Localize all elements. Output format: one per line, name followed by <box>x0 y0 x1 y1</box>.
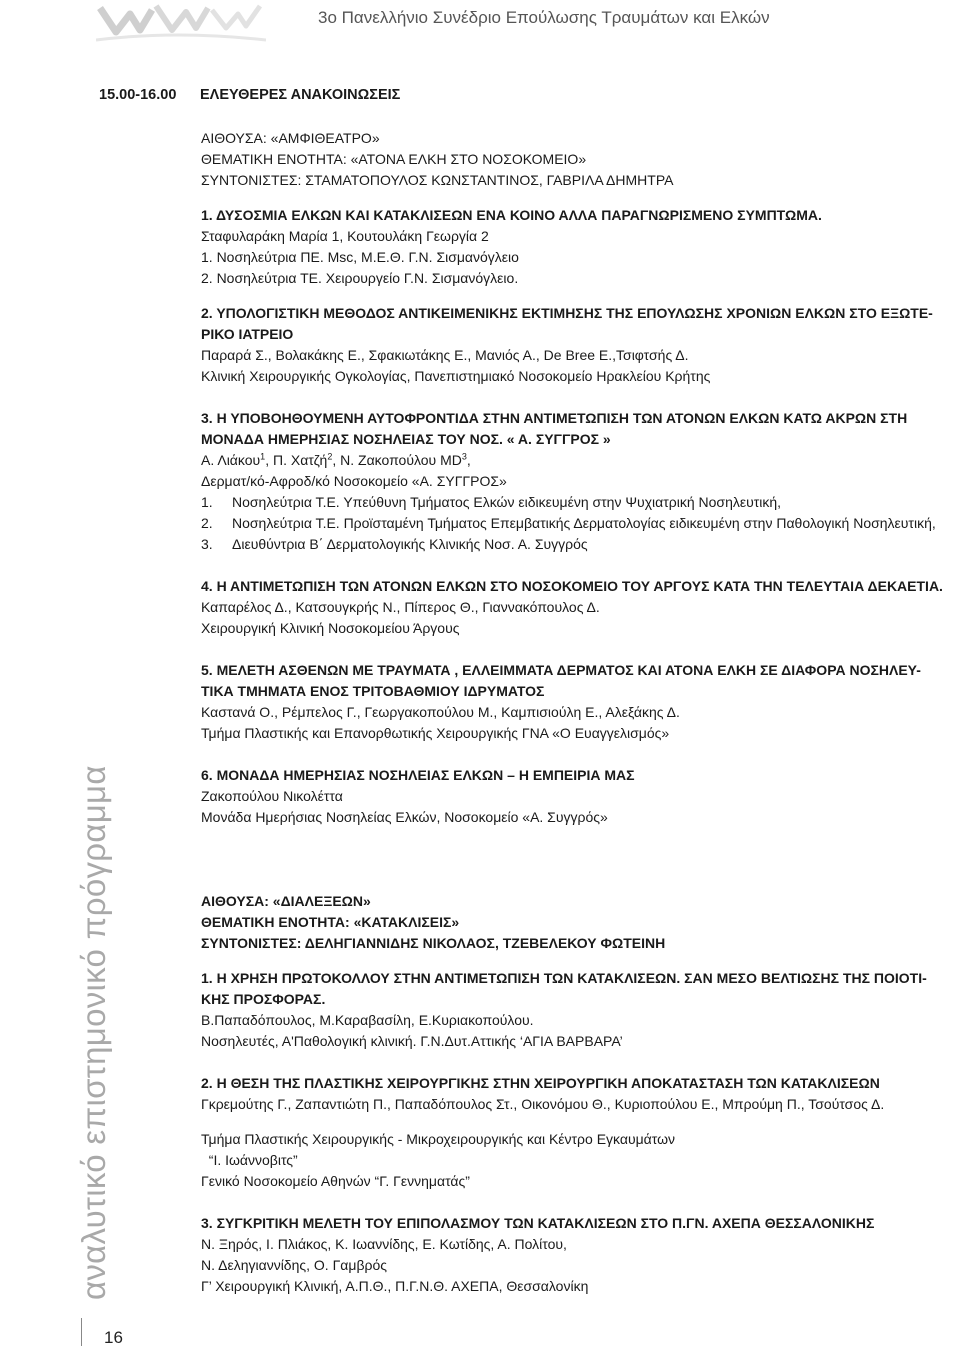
program-content <box>201 128 953 1297</box>
presentation-affiliation: Νοσηλευτές, Α'Παθολογική κλινική. Γ.Ν.Δυτ.Αττικής ‘ΑΓΙΑ ΒΑΡΒΑΡΑ’ <box>201 1033 623 1049</box>
presentation-authors: Β.Παπαδόπουλος, Μ.Καραβασίλη, Ε.Κυριακοπούλου. <box>201 1012 534 1028</box>
presentation-affiliation: Γ’ Χειρουργική Κλινική, Α.Π.Θ., Π.Γ.Ν.Θ. ΑΧΕΠΑ, Θεσσαλονίκη <box>201 1278 589 1294</box>
author-name: , Ν. Ζακοπούλου MD <box>332 452 462 468</box>
presentation-dept: Δερματ/κό-Αφροδ/κό Νοσοκομείο «Α. ΣΥΓΓΡΟΣ» <box>201 473 507 489</box>
session2-chairs: ΣΥΝΤΟΝΙΣΤΕΣ: ΔΕΛΗΓΙΑΝΝΙΔΗΣ ΝΙΚΟΛΑΟΣ, ΤΖΕΒΕΛΕΚΟΥ ΦΩΤΕΙΝΗ <box>201 935 666 951</box>
affiliation-num: 1. <box>201 494 213 510</box>
presentation-authors: Ζακοπούλου Νικολέττα <box>201 788 343 804</box>
session2-theme: ΘΕΜΑΤΙΚΗ ΕΝΟΤΗΤΑ: «ΚΑΤΑΚΛΙΣΕΙΣ» <box>201 914 460 930</box>
session-time: 15.00-16.00 <box>99 87 177 103</box>
presentation-title-cont: ΡΙΚΟ ΙΑΤΡΕΙΟ <box>201 326 294 342</box>
conference-title: 3ο Πανελλήνιο Συνέδριο Επούλωσης Τραυμάτων και Ελκών <box>318 8 770 27</box>
presentation-title-cont: ΜΟΝΑΔΑ ΗΜΕΡΗΣΙΑΣ ΝΟΣΗΛΕΙΑΣ ΤΟΥ ΝΟΣ. « Α. ΣΥΓΓΡΟΣ » <box>201 431 611 447</box>
affiliation-line: 2. Νοσηλεύτρια ΤΕ. Χειρουργείο Γ.Ν. Σισμανόγλειο. <box>201 270 519 286</box>
presentation-title: 2. Η ΘΕΣΗ ΤΗΣ ΠΛΑΣΤΙΚΗΣ ΧΕΙΡΟΥΡΓΙΚΗΣ ΣΤΗΝ ΧΕΙΡΟΥΡΓΙΚΗ ΑΠΟΚΑΤΑΣΤΑΣΗ ΤΩΝ ΚΑΤΑΚΛΙΣΕΩΝ <box>201 1075 880 1091</box>
presentation-authors: Γκρεμούτης Γ., Ζαπαντιώτη Π., Παπαδόπουλος Στ., Οικονόμου Θ., Κυριοπούλου Ε., Μπρούμη Π., Τσούτσος Δ. <box>201 1096 885 1112</box>
author-sup: 1 <box>260 451 266 462</box>
presentation-authors: Καπαρέλος Δ., Κατσουγκρής Ν., Πίπερος Θ., Γιαννακόπουλος Δ. <box>201 599 600 615</box>
presentation-title: 2. ΥΠΟΛΟΓΙΣΤΙΚΗ ΜΕΘΟΔΟΣ ΑΝΤΙΚΕΙΜΕΝΙΚΗΣ ΕΚΤΙΜΗΣΗΣ ΤΗΣ ΕΠΟΥΛΩΣΗΣ ΧΡΟΝΙΩΝ ΕΛΚΩΝ ΣΤΟ ΕΞΩΤΕ- <box>201 305 933 321</box>
presentation-5 <box>201 660 953 744</box>
affiliation-row <box>201 492 953 513</box>
session2-info <box>201 891 953 954</box>
affiliation-text: Νοσηλεύτρια Τ.Ε. Προϊσταμένη Τμήματος Επεμβατικής Δερματολογίας ειδικευμένη στην Παθολογική Νοσηλευτική, <box>232 515 936 531</box>
session2-room: ΑΙΘΟΥΣΑ: «ΔΙΑΛΕΞΕΩΝ» <box>201 893 371 909</box>
presentation-title: 6. ΜΟΝΑΔΑ ΗΜΕΡΗΣΙΑΣ ΝΟΣΗΛΕΙΑΣ ΕΛΚΩΝ – Η ΕΜΠΕΙΡΙΑ ΜΑΣ <box>201 767 635 783</box>
author-sup: 3 <box>461 451 467 462</box>
session1-info <box>201 128 953 191</box>
presentation-title: 3. ΣΥΓΚΡΙΤΙΚΗ ΜΕΛΕΤΗ ΤΟΥ ΕΠΙΠΟΛΑΣΜΟΥ ΤΩΝ ΚΑΤΑΚΛΙΣΕΩΝ ΣΤΟ Π.ΓΝ. ΑΧΕΠΑ ΘΕΣΣΑΛΟΝΙΚΗΣ <box>201 1215 875 1231</box>
author-sup: 2 <box>327 451 333 462</box>
presentation-affiliation: Χειρουργική Κλινική Νοσοκομείου Άργους <box>201 620 460 636</box>
footer-divider <box>81 1318 82 1346</box>
author-name: Α. Λιάκου <box>201 452 261 468</box>
presentation-3 <box>201 408 953 555</box>
affiliation-line: Γενικό Νοσοκομείο Αθηνών “Γ. Γεννηματάς” <box>201 1173 470 1189</box>
presentation-s2-2 <box>201 1073 953 1192</box>
affiliation-line: Τμήμα Πλαστικής Χειρουργικής - Μικροχειρουργικής και Κέντρο Εγκαυμάτων <box>201 1131 676 1147</box>
session-header <box>99 87 400 103</box>
presentation-authors <box>201 450 953 471</box>
presentation-title: 3. Η ΥΠΟΒΟΗΘΟΥΜΕΝΗ ΑΥΤΟΦΡΟΝΤΙΔΑ ΣΤΗΝ ΑΝΤΙΜΕΤΩΠΙΣΗ ΤΩΝ ΑΤΟΝΩΝ ΕΛΚΩΝ ΚΑΤΩ ΑΚΡΩΝ ΣΤΗ <box>201 410 908 426</box>
conference-logo-icon <box>96 0 266 44</box>
presentation-6 <box>201 765 953 828</box>
affiliation-text: Διευθύντρια Β΄ Δερματολογικής Κλινικής Νοσ. Α. Συγγρός <box>232 536 588 552</box>
page-number: 16 <box>104 1328 123 1347</box>
presentation-s2-1 <box>201 968 953 1052</box>
sidebar-section-label: αναλυτικό επιστημονικό πρόγραμμα <box>75 765 112 1300</box>
conference-logo <box>96 0 266 44</box>
presentation-affiliation: Τμήμα Πλαστικής και Επανορθωτικής Χειρουργικής ΓΝΑ «Ο Ευαγγελισμός» <box>201 725 670 741</box>
presentation-affiliation: Κλινική Χειρουργικής Ογκολογίας, Πανεπιστημιακό Νοσοκομείο Ηρακλείου Κρήτης <box>201 368 711 384</box>
presentation-title: 1. Η ΧΡΗΣΗ ΠΡΩΤΟΚΟΛΛΟΥ ΣΤΗΝ ΑΝΤΙΜΕΤΩΠΙΣΗ ΤΩΝ ΚΑΤΑΚΛΙΣΕΩΝ. ΣΑΝ ΜΕΣΟ ΒΕΛΤΙΩΣΗΣ ΤΗΣ ΠΟΙΟΤΙ- <box>201 970 927 986</box>
presentation-authors-cont: Ν. Δεληγιαννίδης, Ο. Γαμβρός <box>201 1257 388 1273</box>
presentation-title: 4. Η ΑΝΤΙΜΕΤΩΠΙΣΗ ΤΩΝ ΑΤΟΝΩΝ ΕΛΚΩΝ ΣΤΟ ΝΟΣΟΚΟΜΕΙΟ ΤΟΥ ΑΡΓΟΥΣ ΚΑΤΑ ΤΗΝ ΤΕΛΕΥΤΑΙΑ ΔΕΚΑΕΤΙΑ. <box>201 578 943 594</box>
affiliation-line: 1. Νοσηλεύτρια ΠΕ. Msc, Μ.Ε.Θ. Γ.Ν. Σισμανόγλειο <box>201 249 519 265</box>
presentation-affiliation: Μονάδα Ημερήσιας Νοσηλείας Ελκών, Νοσοκομείο «Α. Συγγρός» <box>201 809 608 825</box>
session1-theme: ΘΕΜΑΤΙΚΗ ΕΝΟΤΗΤΑ: «ΑΤΟΝΑ ΕΛΚΗ ΣΤΟ ΝΟΣΟΚΟΜΕΙΟ» <box>201 151 587 167</box>
presentation-4 <box>201 576 953 639</box>
affiliation-row <box>201 534 953 555</box>
presentation-2 <box>201 303 953 387</box>
affiliation-text: Νοσηλεύτρια Τ.Ε. Υπεύθυνη Τμήματος Ελκών ειδικευμένη στην Ψυχιατρική Νοσηλευτική, <box>232 494 782 510</box>
presentation-title-cont: ΚΗΣ ΠΡΟΣΦΟΡΑΣ. <box>201 991 326 1007</box>
presentation-authors: Ν. Ξηρός, Ι. Πλιάκος, Κ. Ιωαννίδης, Ε. Κωτίδης, Α. Πολίτου, <box>201 1236 567 1252</box>
presentation-title: 1. ΔΥΣΟΣΜΙΑ ΕΛΚΩΝ ΚΑΙ ΚΑΤΑΚΛΙΣΕΩΝ ΕΝΑ ΚΟΙΝΟ ΑΛΛΑ ΠΑΡΑΓΝΩΡΙΣΜΕΝΟ ΣΥΜΠΤΩΜΑ. <box>201 207 822 223</box>
presentation-s2-3 <box>201 1213 953 1297</box>
presentation-1 <box>201 205 953 289</box>
affiliation-num: 3. <box>201 536 213 552</box>
affiliation-line: “Ι. Ιωάννοβιτς” <box>201 1152 298 1168</box>
author-sep: , <box>466 452 471 468</box>
affiliation-num: 2. <box>201 515 213 531</box>
presentation-authors: Σταφυλαράκη Μαρία 1, Κουτουλάκη Γεωργία 2 <box>201 228 489 244</box>
presentation-title-cont: ΤΙΚΑ ΤΜΗΜΑΤΑ ΕΝΟΣ ΤΡΙΤΟΒΑΘΜΙΟΥ ΙΔΡΥΜΑΤΟΣ <box>201 683 545 699</box>
affiliation-row <box>201 513 953 534</box>
presentation-authors: Παραρά Σ., Βολακάκης Ε., Σφακιωτάκης Ε., Μανιός Α., De Bree E.,Τσιφτσής Δ. <box>201 347 689 363</box>
presentation-authors: Καστανά Ο., Ρέμπελος Γ., Γεωργακοπούλου Μ., Καμπισιούλη Ε., Αλεξάκης Δ. <box>201 704 680 720</box>
session-title: ΕΛΕΥΘΕΡΕΣ ΑΝΑΚΟΙΝΩΣΕΙΣ <box>200 87 401 103</box>
session1-room: ΑΙΘΟΥΣΑ: «ΑΜΦΙΘΕΑΤΡΟ» <box>201 130 380 146</box>
session1-chairs: ΣΥΝΤΟΝΙΣΤΕΣ: ΣΤΑΜΑΤΟΠΟΥΛΟΣ ΚΩΝΣΤΑΝΤΙΝΟΣ, ΓΑΒΡΙΛΑ ΔΗΜΗΤΡΑ <box>201 172 674 188</box>
presentation-title: 5. ΜΕΛΕΤΗ ΑΣΘΕΝΩΝ ΜΕ ΤΡΑΥΜΑΤΑ , ΕΛΛΕΙΜΜΑΤΑ ΔΕΡΜΑΤΟΣ ΚΑΙ ΑΤΟΝΑ ΕΛΚΗ ΣΕ ΔΙΑΦΟΡΑ ΝΟΣΗΛΕΥ- <box>201 662 921 678</box>
author-name: , Π. Χατζή <box>265 452 328 468</box>
